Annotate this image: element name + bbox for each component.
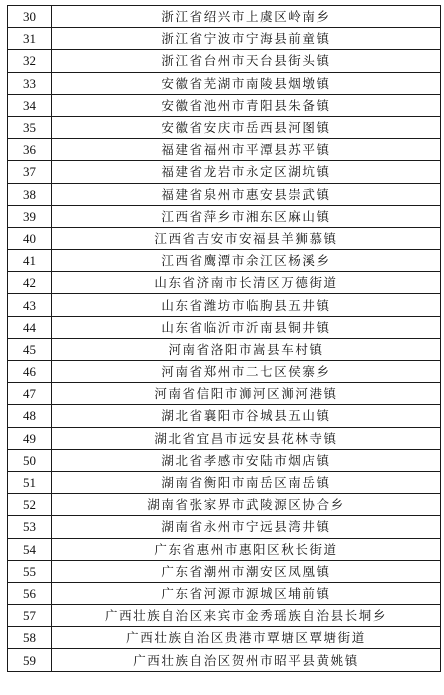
row-number: 47 <box>8 383 52 405</box>
table-row <box>8 6 441 28</box>
table-row <box>8 183 441 205</box>
town-name: 广西壮族自治区贵港市覃塘区覃塘街道 <box>52 627 441 649</box>
table-row <box>8 582 441 604</box>
row-number: 59 <box>8 649 52 671</box>
row-number: 35 <box>8 116 52 138</box>
town-name: 湖南省衡阳市南岳区南岳镇 <box>52 471 441 493</box>
table-row <box>8 471 441 493</box>
town-name: 湖北省孝感市安陆市烟店镇 <box>52 449 441 471</box>
town-list-table <box>7 5 441 672</box>
row-number: 31 <box>8 28 52 50</box>
town-name: 山东省潍坊市临朐县五井镇 <box>52 294 441 316</box>
table-row <box>8 250 441 272</box>
town-name: 河南省信阳市浉河区浉河港镇 <box>52 383 441 405</box>
town-name: 湖南省永州市宁远县湾井镇 <box>52 516 441 538</box>
table-row <box>8 516 441 538</box>
row-number: 52 <box>8 494 52 516</box>
table-row <box>8 627 441 649</box>
table-row <box>8 605 441 627</box>
row-number: 37 <box>8 161 52 183</box>
table-body <box>8 6 441 672</box>
town-name: 浙江省宁波市宁海县前童镇 <box>52 28 441 50</box>
town-name: 福建省泉州市惠安县崇武镇 <box>52 183 441 205</box>
document-page <box>7 5 440 672</box>
row-number: 54 <box>8 538 52 560</box>
row-number: 38 <box>8 183 52 205</box>
town-name: 广东省惠州市惠阳区秋长街道 <box>52 538 441 560</box>
table-row <box>8 272 441 294</box>
town-name: 湖北省宜昌市远安县花林寺镇 <box>52 427 441 449</box>
row-number: 48 <box>8 405 52 427</box>
row-number: 40 <box>8 227 52 249</box>
row-number: 51 <box>8 471 52 493</box>
table-row <box>8 427 441 449</box>
row-number: 46 <box>8 361 52 383</box>
row-number: 42 <box>8 272 52 294</box>
row-number: 49 <box>8 427 52 449</box>
row-number: 45 <box>8 338 52 360</box>
row-number: 32 <box>8 50 52 72</box>
table-row <box>8 383 441 405</box>
town-name: 江西省鹰潭市余江区杨溪乡 <box>52 250 441 272</box>
table-row <box>8 227 441 249</box>
town-name: 江西省吉安市安福县羊狮慕镇 <box>52 227 441 249</box>
town-name: 山东省临沂市沂南县铜井镇 <box>52 316 441 338</box>
table-row <box>8 405 441 427</box>
table-row <box>8 361 441 383</box>
row-number: 50 <box>8 449 52 471</box>
row-number: 53 <box>8 516 52 538</box>
table-row <box>8 649 441 671</box>
row-number: 43 <box>8 294 52 316</box>
town-name: 江西省萍乡市湘东区麻山镇 <box>52 205 441 227</box>
row-number: 58 <box>8 627 52 649</box>
town-name: 安徽省芜湖市南陵县烟墩镇 <box>52 72 441 94</box>
table-row <box>8 294 441 316</box>
table-row <box>8 28 441 50</box>
town-name: 广东省潮州市潮安区凤凰镇 <box>52 560 441 582</box>
town-name: 河南省洛阳市嵩县车村镇 <box>52 338 441 360</box>
row-number: 33 <box>8 72 52 94</box>
town-name: 福建省龙岩市永定区湖坑镇 <box>52 161 441 183</box>
table-row <box>8 116 441 138</box>
table-row <box>8 338 441 360</box>
town-name: 安徽省安庆市岳西县河图镇 <box>52 116 441 138</box>
town-name: 湖南省张家界市武陵源区协合乡 <box>52 494 441 516</box>
table-row <box>8 494 441 516</box>
town-name: 浙江省台州市天台县街头镇 <box>52 50 441 72</box>
town-name: 山东省济南市长清区万德街道 <box>52 272 441 294</box>
row-number: 57 <box>8 605 52 627</box>
town-name: 浙江省绍兴市上虞区岭南乡 <box>52 6 441 28</box>
row-number: 55 <box>8 560 52 582</box>
town-name: 湖北省襄阳市谷城县五山镇 <box>52 405 441 427</box>
town-name: 安徽省池州市青阳县朱备镇 <box>52 94 441 116</box>
row-number: 30 <box>8 6 52 28</box>
row-number: 56 <box>8 582 52 604</box>
town-name: 广东省河源市源城区埔前镇 <box>52 582 441 604</box>
row-number: 44 <box>8 316 52 338</box>
row-number: 34 <box>8 94 52 116</box>
town-name: 广西壮族自治区贺州市昭平县黄姚镇 <box>52 649 441 671</box>
table-row <box>8 449 441 471</box>
table-row <box>8 538 441 560</box>
table-row <box>8 72 441 94</box>
table-row <box>8 94 441 116</box>
town-name: 广西壮族自治区来宾市金秀瑶族自治县长垌乡 <box>52 605 441 627</box>
row-number: 36 <box>8 139 52 161</box>
table-row <box>8 50 441 72</box>
table-row <box>8 316 441 338</box>
town-name: 福建省福州市平潭县苏平镇 <box>52 139 441 161</box>
town-name: 河南省郑州市二七区侯寨乡 <box>52 361 441 383</box>
row-number: 39 <box>8 205 52 227</box>
row-number: 41 <box>8 250 52 272</box>
table-row <box>8 560 441 582</box>
table-row <box>8 161 441 183</box>
table-row <box>8 139 441 161</box>
table-row <box>8 205 441 227</box>
